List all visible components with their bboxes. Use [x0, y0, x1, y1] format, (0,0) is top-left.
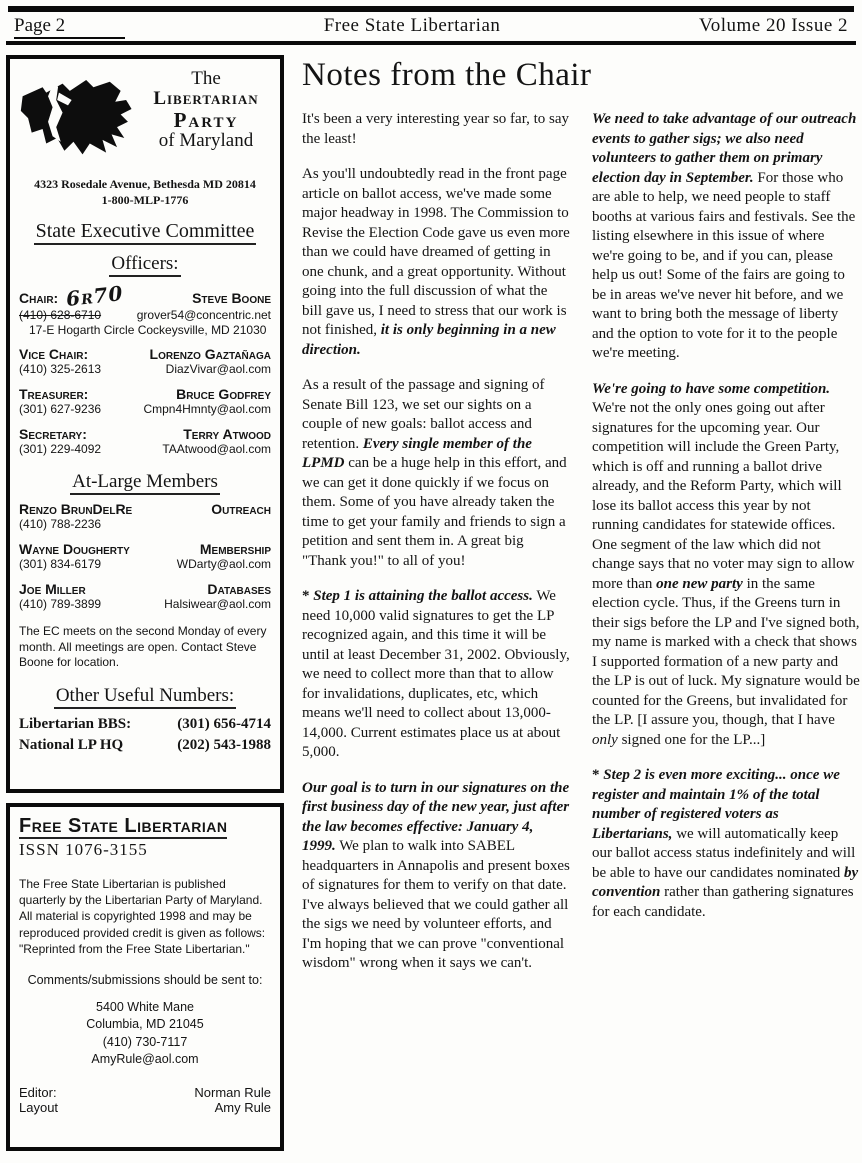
article-column-2 [592, 110, 860, 990]
officer-phone: (410) 628-6710 [19, 308, 102, 323]
at-large-member [19, 501, 271, 532]
number-row [19, 736, 271, 755]
officers-heading: Officers: [19, 253, 271, 275]
credit-name: Amy Rule [214, 1099, 271, 1115]
paragraph: As a result of the passage and signing of Senate Bill 123, we set our sights on a couple of new goals: ballot access and retention. Every single member of the LPMD can be a huge help in this effort, and we can get it done quickly if we focus on them. Some of you have already taken the time to get your family and friends to sign a petition and sent them in. A great big "Thank you!" to all of you! [302, 377, 567, 569]
officer-email: Cmpn4Hmnty@aol.com [143, 402, 271, 417]
handwritten-annotation: 6r70 [65, 281, 125, 312]
useful-numbers [19, 715, 271, 755]
party-phone: 1-800-MLP-1776 [101, 192, 189, 207]
at-large-heading: At-Large Members [19, 471, 271, 493]
paragraph: It's been a very interesting year so far, to say the least! [302, 111, 570, 147]
member-name: Joe Miller [19, 581, 86, 598]
member-phone: (410) 789-3899 [19, 597, 102, 612]
number-label: National LP HQ [19, 736, 124, 753]
at-large-member [19, 581, 271, 612]
officer-secretary [19, 426, 271, 457]
newsletter-title: Free State Libertarian [323, 15, 501, 36]
at-large-member [19, 541, 271, 572]
officer-role: Treasurer: [19, 386, 89, 403]
number-row [19, 715, 271, 734]
logo-of-maryland: of Maryland [158, 129, 254, 151]
member-phone: (301) 834-6179 [19, 557, 102, 572]
logo-libertarian: Libertarian [153, 87, 259, 109]
party-street: 4323 Rosedale Avenue, Bethesda MD 20814 [34, 177, 256, 191]
officer-name: Bruce Godfrey [176, 386, 271, 403]
officer-name: Terry Atwood [183, 426, 271, 443]
page-number: Page 2 [14, 15, 125, 39]
committee-heading: State Executive Committee [19, 220, 271, 243]
member-name: Renzo BrunDelRe [19, 501, 133, 518]
officer-treasurer [19, 386, 271, 417]
volume-issue: Volume 20 Issue 2 [698, 15, 848, 36]
article-column-1 [302, 110, 570, 990]
paragraph: We're going to have some competition. We're not the only ones going out after signatures for the upcoming year. Our competition will include the Green Party, which is off and running a ballot drive already, and the Reform Party, which will lose its ballot access this year by not running candidates for statewide offices. One segment of the law which did not change says that no voter may sign to allow more than one new party in the same election cycle. Thus, if the Greens turn in their sigs before the LP and I've signed both, my name is marked with a check that shows I supported formation of a new party and the LP is out of luck. My signature would be counted for the Greens, but invalidated for the LP. [I assure you, though, that I have only signed one for the LP...] [592, 380, 860, 748]
officer-chair [19, 281, 271, 338]
officer-role: Chair: 6r70 [19, 281, 125, 312]
officer-address: 17-E Hogarth Circle Cockeysville, MD 21030 [29, 323, 267, 338]
party-logo [19, 67, 271, 171]
member-title: Outreach [211, 501, 271, 518]
member-email: Halsiwear@aol.com [164, 597, 271, 612]
officer-role: Vice Chair: [19, 346, 89, 363]
submissions-label: Comments/submissions should be sent to: [27, 972, 263, 987]
credit-role: Editor: [19, 1084, 57, 1100]
credit-row [19, 1100, 271, 1115]
number-value: (301) 656-4714 [177, 715, 271, 732]
paragraph: * Step 1 is attaining the ballot access. We need 10,000 valid signatures to get the LP recognized again, and this time it will be until at least December 31, 2002. Obviously, we need to collect more than that to allow for invalidations, duplicates, etc, which means we'll need to collect about 13,000-14,000. Current estimates place us at about 5,000. [302, 588, 570, 760]
address-line: (410) 730-7117 [102, 1034, 188, 1049]
sidebar [6, 55, 284, 1151]
member-title: Membership [199, 541, 271, 558]
officer-email: TAAtwood@aol.com [162, 442, 271, 457]
officer-email: DiazVivar@aol.com [165, 362, 271, 377]
maryland-statue-of-liberty-icon [19, 67, 137, 171]
masthead-issn: ISSN 1076-3155 [19, 840, 148, 859]
copyright-notice: The Free State Libertarian is published quarterly by the Libertarian Party of Maryland. All material is copyrighted 1998 and may be reproduced provided credit is given as follows: "Reprinted from the Free State Libertarian." [19, 877, 266, 956]
submissions-address [19, 999, 271, 1069]
paragraph: As you'll undoubtedly read in the front page article on ballot access, we've made some major headway in 1998. The Commission to Revise the Election Code gave us even more than we could have dreamed of getting in one chunk, and a great opportunity. Without going into the full discussion of what the bill gave us, I need to stress that our work is not finished, it is only beginning in a new direction. [302, 166, 570, 358]
member-title: Databases [207, 581, 271, 598]
page-header [6, 12, 856, 45]
member-phone: (410) 788-2236 [19, 517, 102, 532]
masthead-title: Free State Libertarian [19, 815, 228, 837]
logo-wordmark [141, 67, 271, 151]
address-line: AmyRule@aol.com [91, 1052, 199, 1067]
masthead-box [6, 803, 284, 1151]
officer-name: Lorenzo Gaztañaga [149, 346, 271, 363]
ec-meeting-note: The EC meets on the second Monday of every month. All meetings are open. Contact Steve Boone for location. [19, 624, 267, 670]
officer-email: grover54@concentric.net [136, 308, 271, 323]
credits [19, 1085, 271, 1115]
credit-name: Norman Rule [194, 1084, 271, 1100]
credit-row [19, 1085, 271, 1100]
member-name: Wayne Dougherty [19, 541, 130, 558]
officer-phone: (410) 325-2613 [19, 362, 102, 377]
number-value: (202) 543-1988 [177, 736, 271, 753]
logo-party: Party [173, 107, 239, 132]
credit-role: Layout [19, 1099, 59, 1115]
committee-box [6, 55, 284, 793]
address-line: Columbia, MD 21045 [86, 1017, 204, 1032]
member-email: WDarty@aol.com [176, 557, 271, 572]
useful-numbers-heading: Other Useful Numbers: [19, 685, 271, 707]
paragraph: * Step 2 is even more exciting... once we register and maintain 1% of the total number of registered voters as Libertarians, we will automatically keep our ballot access status indefinitely and will be able to have our candidates nominated by convention rather than gathering signatures for each candidate. [592, 767, 859, 920]
party-address [19, 177, 271, 208]
officer-role: Secretary: [19, 426, 87, 443]
paragraph: Our goal is to turn in our signatures on the first business day of the new year, just after the law becomes effective: January 4, 1999. We plan to walk into SABEL headquarters in Annapolis and present boxes of signatures for them to verify on that date. I've always believed that we could gather all the sigs we need by volunteer efforts, and I'm hoping that we can prove "conventional wisdom" wrong when it says we can't. [302, 779, 570, 971]
officer-phone: (301) 627-9236 [19, 402, 102, 417]
address-line: 5400 White Mane [96, 999, 194, 1014]
officer-name: Steve Boone [192, 290, 271, 307]
logo-the: The [191, 68, 221, 89]
article-title: Notes from the Chair [302, 57, 592, 93]
officer-phone: (301) 229-4092 [19, 442, 102, 457]
officer-vice-chair [19, 346, 271, 377]
number-label: Libertarian BBS: [19, 715, 132, 732]
paragraph: We need to take advantage of our outreach events to gather sigs; we also need volunteers to gather them on primary election day in September. For those who are able to help, we need people to staff booths at various fairs and festivals. See the listing elsewhere in this issue of where we're going to be, and if you can, please help us out! Some of the fairs are going to be in areas we've never hit before, and we want to bring both the message of liberty and the option to vote for it to the people we're meeting. [592, 111, 857, 361]
article [298, 55, 862, 1151]
